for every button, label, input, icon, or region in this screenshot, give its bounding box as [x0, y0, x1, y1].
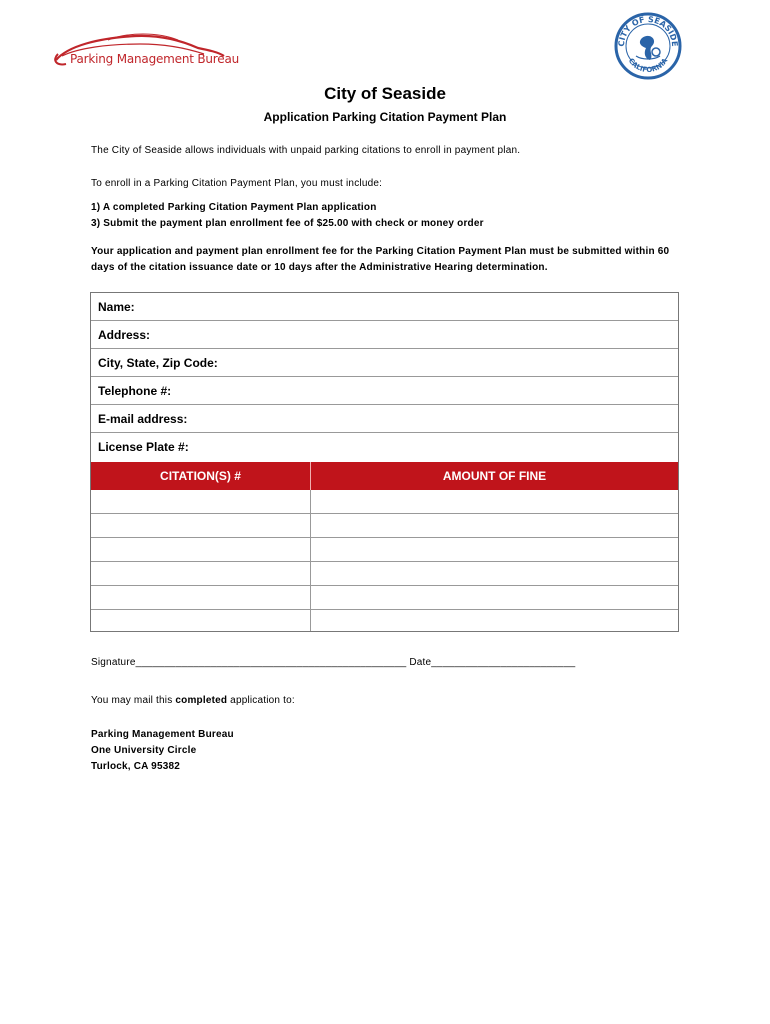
table-row	[91, 562, 678, 586]
table-row	[91, 514, 678, 538]
requirement-item: 1) A completed Parking Citation Payment Plan application	[91, 202, 377, 213]
field-label: Name:	[98, 300, 135, 314]
license-plate-field[interactable]	[91, 433, 678, 461]
citation-column-header: CITATION(S) #	[91, 462, 311, 490]
field-label: E-mail address:	[98, 412, 188, 426]
field-label: Address:	[98, 328, 151, 342]
amount-cell[interactable]	[311, 538, 678, 561]
table-row	[91, 610, 678, 631]
name-field[interactable]	[91, 293, 678, 321]
mail-emphasis: completed	[175, 695, 228, 706]
citation-cell[interactable]	[91, 586, 311, 609]
intro-paragraph: The City of Seaside allows individuals with unpaid parking citations to enroll in payment plan.	[91, 145, 521, 156]
citation-cell[interactable]	[91, 514, 311, 537]
citation-cell[interactable]	[91, 562, 311, 585]
city-seal-logo	[614, 12, 682, 80]
page-subtitle: Application Parking Citation Payment Plan	[263, 110, 507, 124]
seal-top-text: CITY OF SEASIDE	[616, 14, 680, 47]
address-field[interactable]	[91, 321, 678, 349]
seal-bottom-text: CALIFORNIA	[626, 56, 670, 75]
table-row	[91, 586, 678, 610]
citation-cell[interactable]	[91, 610, 311, 631]
address-line: One University Circle	[91, 745, 197, 756]
field-label: Telephone #:	[98, 384, 172, 398]
deadline-notice: Your application and payment plan enrollment fee for the Parking Citation Payment Plan must be submitted within 60 days of the citation issuance date or 10 days after the Administrative Hearing determination.	[91, 246, 670, 273]
telephone-field[interactable]	[91, 377, 678, 405]
amount-cell[interactable]	[311, 514, 678, 537]
page-title: City of Seaside	[324, 84, 446, 103]
table-row	[91, 538, 678, 562]
citation-table-header	[91, 462, 678, 490]
email-field[interactable]	[91, 405, 678, 433]
amount-cell[interactable]	[311, 562, 678, 585]
parking-management-bureau-logo	[48, 26, 238, 72]
amount-cell[interactable]	[311, 610, 678, 631]
amount-column-header: AMOUNT OF FINE	[442, 469, 547, 483]
citation-cell[interactable]	[91, 490, 311, 513]
mail-instructions	[91, 695, 295, 706]
city-state-zip-field[interactable]	[91, 349, 678, 377]
address-line: Turlock, CA 95382	[91, 761, 180, 772]
address-line: Parking Management Bureau	[91, 729, 234, 740]
mail-prefix: You may mail this	[91, 695, 176, 706]
signature-date-line[interactable]: Signature_______________________________________________ Date_________________________	[91, 657, 576, 668]
mail-suffix: application to:	[227, 695, 295, 706]
amount-cell[interactable]	[311, 586, 678, 609]
field-label: License Plate #:	[98, 440, 189, 454]
logo-text: Parking Management Bureau	[70, 52, 240, 66]
mailing-address	[91, 727, 234, 775]
amount-cell[interactable]	[311, 490, 678, 513]
table-row	[91, 490, 678, 514]
citation-cell[interactable]	[91, 538, 311, 561]
application-form-table	[90, 292, 679, 632]
field-label: City, State, Zip Code:	[98, 356, 218, 370]
requirement-item: 3) Submit the payment plan enrollment fee of $25.00 with check or money order	[91, 218, 484, 229]
enroll-intro-paragraph: To enroll in a Parking Citation Payment Plan, you must include:	[91, 178, 383, 189]
